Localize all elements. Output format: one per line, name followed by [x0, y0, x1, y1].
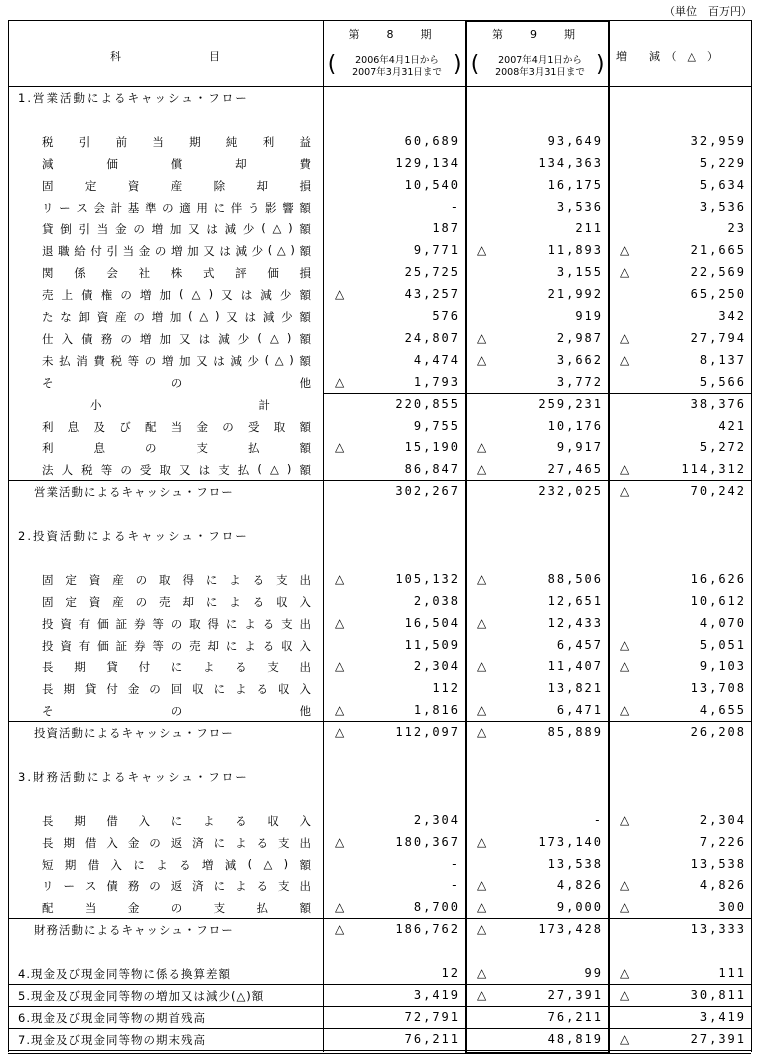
period9-value: 27,465 — [547, 462, 603, 477]
period8-value: 3,419 — [413, 987, 460, 1002]
negative-mark: △ — [477, 571, 487, 586]
diff-value: 5,634 — [699, 177, 746, 192]
value-rule — [323, 480, 751, 481]
period8-value: 1,816 — [413, 703, 460, 718]
value-rule — [323, 721, 751, 722]
header-period-9-from: 2007年4月1日から — [498, 55, 582, 66]
period9-value: 85,889 — [547, 725, 603, 740]
negative-mark: △ — [620, 265, 630, 280]
diff-value: 7,226 — [699, 834, 746, 849]
row-label: 固 定 資 産 除 却 損 — [42, 178, 311, 193]
period9-value: 173,140 — [538, 834, 603, 849]
period8-value: 8,700 — [413, 900, 460, 915]
period8-value: 2,304 — [413, 812, 460, 827]
period9-value: 12,651 — [547, 593, 603, 608]
diff-value: 65,250 — [690, 287, 746, 302]
row-label: リ ー ス 債 務 の 返 済 に よ る 支 出 — [42, 879, 311, 894]
period9-value: 3,662 — [556, 352, 603, 367]
negative-mark: △ — [620, 703, 630, 718]
diff-value: 3,419 — [699, 1009, 746, 1024]
row-label: 配 当 金 の 支 払 額 — [42, 901, 311, 916]
row-label: 長 期 貸 付 に よ る 支 出 — [42, 660, 311, 675]
period8-value: - — [450, 878, 460, 893]
bracket-left-9: ( — [468, 52, 482, 77]
diff-value: 21,665 — [690, 243, 746, 258]
row-label: 長 期 借 入 金 の 返 済 に よ る 支 出 — [42, 835, 311, 850]
diff-value: 8,137 — [699, 352, 746, 367]
diff-value: 2,304 — [699, 812, 746, 827]
row-label: 法 人 税 等 の 受 取 又 は 支 払 ( △ ) 額 — [42, 462, 311, 478]
period9-value: 173,428 — [538, 922, 603, 937]
row-label: 利 息 及 び 配 当 金 の 受 取 額 — [42, 419, 311, 434]
diff-value: 38,376 — [690, 396, 746, 411]
negative-mark: △ — [620, 659, 630, 674]
row-label: 1.営業活動によるキャッシュ・フロー — [18, 91, 249, 105]
negative-mark: △ — [335, 725, 345, 740]
negative-mark: △ — [477, 330, 487, 345]
period9-value: 3,536 — [556, 199, 603, 214]
header-subject: 科 目 — [110, 50, 220, 63]
row-label: 短 期 借 入 に よ る 増 減 ( △ ) 額 — [42, 856, 311, 872]
row-label: 2.投資活動によるキャッシュ・フロー — [18, 529, 249, 543]
period8-value: 180,367 — [395, 834, 460, 849]
diff-value: 4,070 — [699, 615, 746, 630]
negative-mark: △ — [477, 615, 487, 630]
period9-value: 93,649 — [547, 133, 603, 148]
negative-mark: △ — [477, 900, 487, 915]
negative-mark: △ — [620, 352, 630, 367]
period9-value: 3,772 — [556, 374, 603, 389]
diff-value: 3,536 — [699, 199, 746, 214]
period9-value: 10,176 — [547, 418, 603, 433]
period9-value: 134,363 — [538, 155, 603, 170]
row-label: 小 計 — [90, 397, 270, 412]
row-label: 利 息 の 支 払 額 — [42, 441, 311, 456]
period9-right-border — [608, 20, 610, 1054]
diff-value: 23 — [727, 221, 746, 236]
negative-mark: △ — [477, 834, 487, 849]
row-label: 7.現金及び現金同等物の期末残高 — [18, 1032, 206, 1047]
diff-value: 421 — [718, 418, 746, 433]
double-rule-bottom — [8, 1053, 751, 1054]
value-rule — [323, 918, 751, 919]
period9-value: 9,000 — [556, 900, 603, 915]
column-divider-period8 — [323, 20, 324, 1052]
negative-mark: △ — [335, 374, 345, 389]
period9-value: - — [593, 812, 603, 827]
diff-value: 16,626 — [690, 571, 746, 586]
negative-mark: △ — [620, 812, 630, 827]
header-period-8-to: 2007年3月31日まで — [352, 67, 442, 78]
negative-mark: △ — [335, 287, 345, 302]
total-rule — [8, 480, 323, 481]
negative-mark: △ — [620, 462, 630, 477]
period9-value: 3,155 — [556, 265, 603, 280]
period8-value: 2,304 — [413, 659, 460, 674]
period9-value: 919 — [575, 309, 603, 323]
period9-value: 11,893 — [547, 243, 603, 258]
row-label: 投 資 有 価 証 券 等 の 取 得 に よ る 支 出 — [42, 616, 311, 631]
negative-mark: △ — [477, 987, 487, 1002]
period8-value: 72,791 — [404, 1009, 460, 1024]
diff-value: 22,569 — [690, 265, 746, 280]
period8-value: 1,793 — [413, 374, 460, 389]
row-label: 財務活動によるキャッシュ・フロー — [34, 923, 234, 938]
unit-label: （単位 百万円） — [664, 5, 752, 18]
period8-value: 15,190 — [404, 440, 460, 455]
value-rule — [323, 984, 751, 985]
negative-mark: △ — [477, 352, 487, 367]
diff-value: 13,333 — [690, 922, 746, 937]
label-rule — [8, 1028, 323, 1029]
period8-value: 24,807 — [404, 330, 460, 345]
negative-mark: △ — [335, 659, 345, 674]
diff-value: 9,103 — [699, 659, 746, 674]
bracket-left-8: ( — [325, 52, 339, 77]
period8-value: 86,847 — [404, 462, 460, 477]
period9-value: 12,433 — [547, 615, 603, 630]
period8-value: 9,755 — [413, 418, 460, 433]
period8-value: 76,211 — [404, 1031, 460, 1046]
period9-value: 99 — [584, 966, 603, 980]
header-period-8: 第 8 期 — [348, 28, 440, 41]
period9-value: 211 — [575, 221, 603, 236]
period8-value: 4,474 — [413, 352, 460, 367]
negative-mark: △ — [620, 878, 630, 893]
negative-mark: △ — [477, 440, 487, 455]
diff-value: 5,051 — [699, 637, 746, 652]
header-period-9-to: 2008年3月31日まで — [495, 67, 585, 78]
row-label: 退 職 給 付 引 当 金 の 増 加 又 は 減 少 ( △ ) 額 — [42, 243, 311, 259]
table-left-border — [8, 20, 9, 1052]
row-label: 未 払 消 費 税 等 の 増 加 又 は 減 少 ( △ ) 額 — [42, 352, 311, 368]
negative-mark: △ — [477, 703, 487, 718]
diff-value: 4,826 — [699, 878, 746, 893]
row-label: 長 期 貸 付 金 の 回 収 に よ る 収 入 — [42, 682, 311, 697]
row-label: そ の 他 — [42, 375, 311, 390]
diff-value: 111 — [718, 966, 746, 980]
value-rule — [323, 1028, 751, 1029]
period9-value: 48,819 — [547, 1031, 603, 1046]
diff-value: 5,229 — [699, 155, 746, 170]
diff-value: 13,708 — [690, 681, 746, 696]
period8-value: 112 — [432, 681, 460, 696]
period9-value: 13,538 — [547, 856, 603, 871]
negative-mark: △ — [620, 966, 630, 980]
negative-mark: △ — [335, 703, 345, 718]
row-label: 固 定 資 産 の 売 却 に よ る 収 入 — [42, 594, 311, 609]
period9-value: 2,987 — [556, 330, 603, 345]
diff-value: 13,538 — [690, 856, 746, 871]
row-label: 固 定 資 産 の 取 得 に よ る 支 出 — [42, 572, 311, 587]
row-label: 貸 倒 引 当 金 の 増 加 又 は 減 少 ( △ ) 額 — [42, 221, 311, 237]
negative-mark: △ — [335, 615, 345, 630]
period9-value: 4,826 — [556, 878, 603, 893]
label-rule — [8, 1006, 323, 1007]
row-label: た な 卸 資 産 の 増 加 ( △ ) 又 は 減 少 額 — [42, 309, 311, 324]
period8-value: 302,267 — [395, 484, 460, 499]
row-label: リ ー ス 会 計 基 準 の 適 用 に 伴 う 影 響 額 — [42, 200, 311, 215]
period9-value: 13,821 — [547, 681, 603, 696]
negative-mark: △ — [620, 330, 630, 345]
double-rule-top — [8, 1050, 751, 1051]
diff-value: 5,566 — [699, 374, 746, 389]
diff-value: 30,811 — [690, 987, 746, 1002]
diff-value: 300 — [718, 900, 746, 915]
row-label: 長 期 借 入 に よ る 収 入 — [42, 813, 311, 828]
period9-value: 76,211 — [547, 1009, 603, 1024]
negative-mark: △ — [620, 484, 630, 499]
table-top-border — [8, 20, 751, 21]
diff-value: 342 — [718, 309, 746, 323]
diff-value: 27,391 — [690, 1031, 746, 1046]
negative-mark: △ — [477, 922, 487, 937]
period8-value: 2,038 — [413, 593, 460, 608]
period8-value: 43,257 — [404, 287, 460, 302]
negative-mark: △ — [620, 243, 630, 258]
period8-value: 576 — [432, 309, 460, 323]
row-label: 5.現金及び現金同等物の増加又は減少(△)額 — [18, 988, 265, 1003]
bracket-right-9: ) — [594, 52, 608, 77]
table-right-border — [751, 20, 752, 1052]
bracket-right-8: ) — [451, 52, 465, 77]
negative-mark: △ — [620, 637, 630, 652]
period8-value: 16,504 — [404, 615, 460, 630]
row-label: 投 資 有 価 証 券 等 の 売 却 に よ る 収 入 — [42, 638, 311, 653]
period8-value: 25,725 — [404, 265, 460, 280]
negative-mark: △ — [335, 922, 345, 937]
row-label: そ の 他 — [42, 704, 311, 719]
total-rule — [8, 918, 323, 919]
period9-value: 88,506 — [547, 571, 603, 586]
row-label: 営業活動によるキャッシュ・フロー — [34, 485, 234, 500]
diff-value: 32,959 — [690, 133, 746, 148]
period9-value: 16,175 — [547, 177, 603, 192]
period9-value: 6,457 — [556, 637, 603, 652]
period9-value: 6,471 — [556, 703, 603, 718]
negative-mark: △ — [477, 243, 487, 258]
header-bottom-border — [8, 86, 751, 87]
negative-mark: △ — [335, 440, 345, 455]
total-rule — [8, 721, 323, 722]
negative-mark: △ — [477, 725, 487, 740]
header-period-9: 第 9 期 — [492, 28, 583, 41]
period8-value: 10,540 — [404, 177, 460, 192]
period9-value: 9,917 — [556, 440, 603, 455]
period8-value: 186,762 — [395, 922, 460, 937]
diff-value: 26,208 — [690, 725, 746, 740]
period8-value: 9,771 — [413, 243, 460, 258]
period8-value: 220,855 — [395, 396, 460, 411]
negative-mark: △ — [477, 966, 487, 980]
row-label: 減 価 償 却 費 — [42, 156, 311, 171]
label-rule — [8, 984, 323, 985]
period9-value: 21,992 — [547, 287, 603, 302]
row-label: 投資活動によるキャッシュ・フロー — [34, 726, 234, 741]
row-label: 仕 入 債 務 の 増 加 又 は 減 少 ( △ ) 額 — [42, 330, 311, 346]
negative-mark: △ — [477, 659, 487, 674]
negative-mark: △ — [620, 1031, 630, 1046]
period8-value: 11,509 — [404, 637, 460, 652]
negative-mark: △ — [477, 462, 487, 477]
value-rule — [323, 393, 751, 394]
period8-value: 12 — [441, 966, 460, 980]
diff-value: 4,655 — [699, 703, 746, 718]
period8-value: 60,689 — [404, 133, 460, 148]
diff-value: 10,612 — [690, 593, 746, 608]
period9-value: 27,391 — [547, 987, 603, 1002]
diff-value: 27,794 — [690, 330, 746, 345]
period8-value: 112,097 — [395, 725, 460, 740]
negative-mark: △ — [620, 987, 630, 1002]
row-label: 3.財務活動によるキャッシュ・フロー — [18, 769, 249, 784]
period8-value: - — [450, 856, 460, 871]
period9-value: 232,025 — [538, 484, 603, 499]
diff-value: 5,272 — [699, 440, 746, 455]
period8-value: 187 — [432, 221, 460, 236]
period8-value: 129,134 — [395, 155, 460, 170]
header-period-8-from: 2006年4月1日から — [355, 55, 439, 66]
diff-value: 114,312 — [681, 462, 746, 477]
period8-value: - — [450, 199, 460, 214]
period9-value: 11,407 — [547, 659, 603, 674]
row-label: 税 引 前 当 期 純 利 益 — [42, 134, 311, 149]
period8-value: 105,132 — [395, 571, 460, 586]
period9-top-border — [465, 20, 610, 22]
diff-value: 70,242 — [690, 484, 746, 499]
negative-mark: △ — [477, 878, 487, 893]
negative-mark: △ — [335, 900, 345, 915]
period9-value: 259,231 — [538, 396, 603, 411]
row-label: 4.現金及び現金同等物に係る換算差額 — [18, 967, 231, 981]
negative-mark: △ — [335, 571, 345, 586]
row-label: 売 上 債 権 の 増 加 ( △ ) 又 は 減 少 額 — [42, 287, 311, 303]
negative-mark: △ — [620, 900, 630, 915]
row-label: 6.現金及び現金同等物の期首残高 — [18, 1010, 206, 1025]
value-rule — [323, 1006, 751, 1007]
row-label: 関 係 会 社 株 式 評 価 損 — [42, 266, 311, 281]
header-diff: 増 減 （ △ ） — [616, 50, 718, 63]
period9-left-border — [465, 20, 467, 1054]
negative-mark: △ — [335, 834, 345, 849]
